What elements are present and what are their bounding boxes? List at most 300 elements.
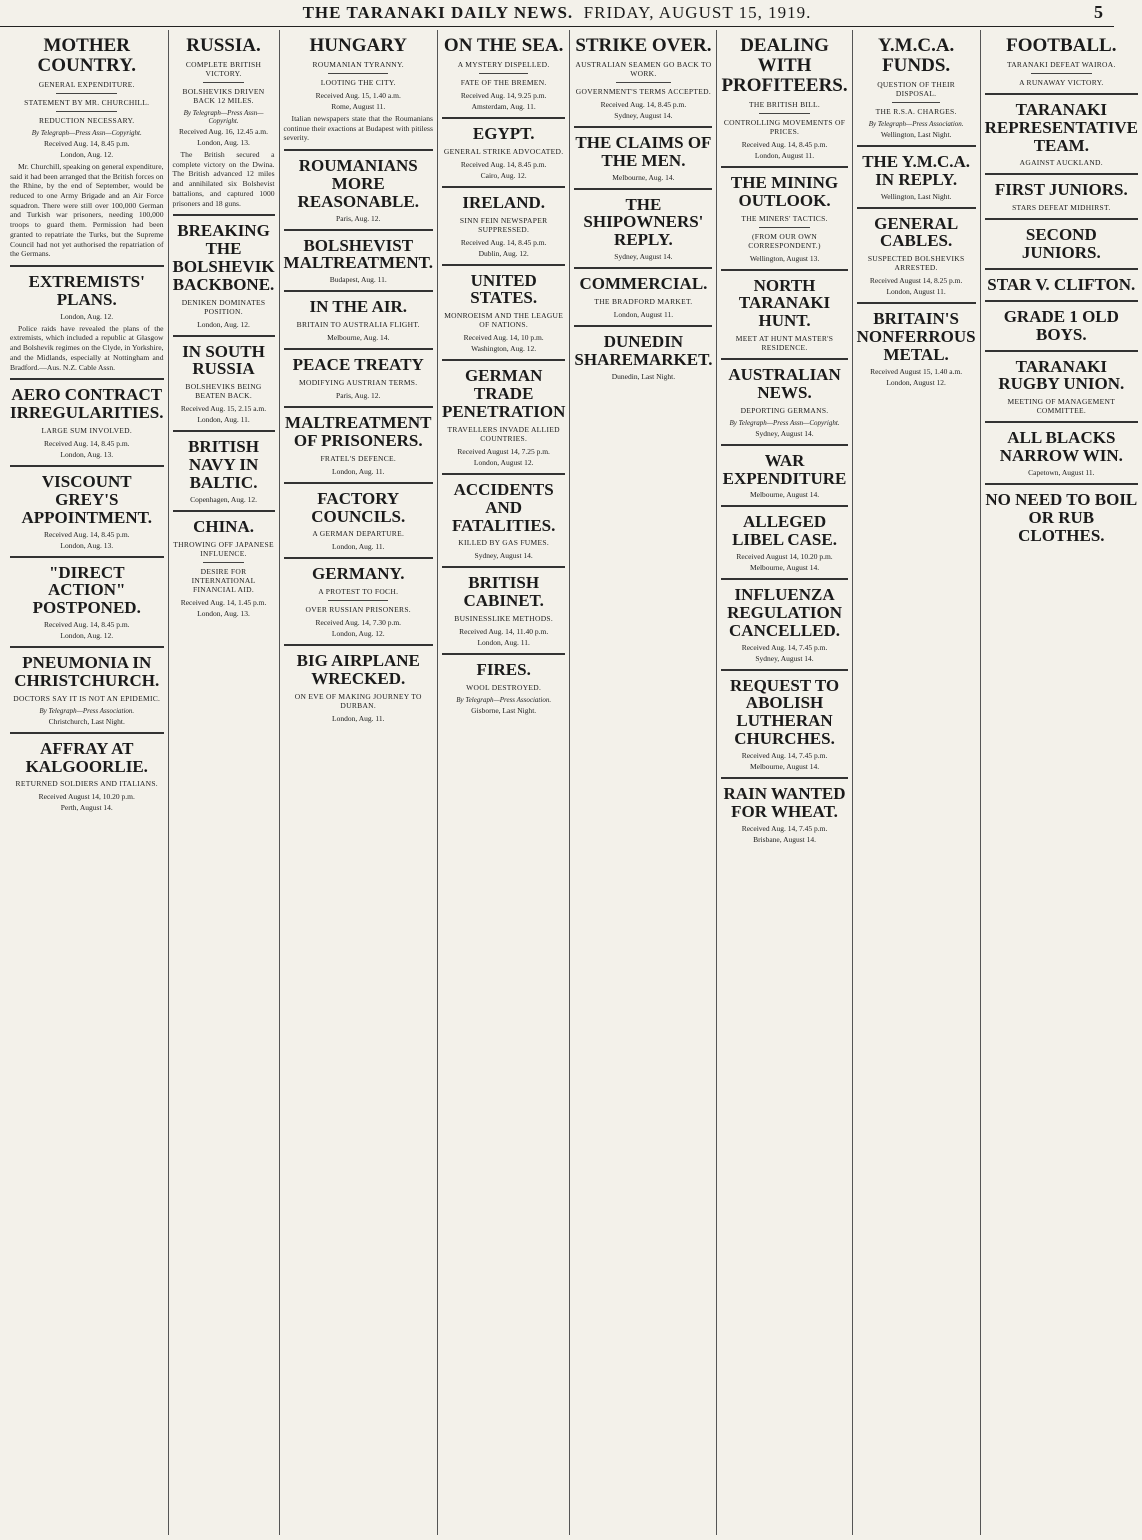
received-time: Received August 14, 10.20 p.m. xyxy=(38,792,135,802)
article-divider xyxy=(985,350,1138,352)
article-divider xyxy=(721,358,847,360)
dateline: Christchurch, Last Night. xyxy=(48,716,125,726)
article-headline: THE SHIPOWNERS' REPLY. xyxy=(583,194,704,250)
article xyxy=(442,264,565,354)
article-subhead: MONROEISM AND THE LEAGUE OF NATIONS. xyxy=(444,311,564,330)
dateline: Perth, August 14. xyxy=(60,803,113,813)
article-headline: THE CLAIMS OF THE MEN. xyxy=(575,132,712,170)
article-headline: RUSSIA. xyxy=(186,35,261,56)
article-divider xyxy=(857,145,976,147)
received-time: Received August 14, 10.20 p.m. xyxy=(736,552,833,562)
received-time: Received Aug. 14, 11.40 p.m. xyxy=(459,627,549,637)
article-subhead: BOLSHEVIKS DRIVEN BACK 12 MILES. xyxy=(182,86,265,105)
article-headline: ALLEGED LIBEL CASE. xyxy=(732,512,837,550)
article-subhead: A GERMAN DEPARTURE. xyxy=(312,529,405,539)
article-divider xyxy=(284,406,433,408)
dateline: Dunedin, Last Night. xyxy=(611,371,676,381)
article-headline: REQUEST TO ABOLISH LUTHERAN CHURCHES. xyxy=(729,675,840,749)
dateline: Budapest, Aug. 11. xyxy=(329,275,387,285)
article-subhead: AUSTRALIAN SEAMEN GO BACK TO WORK. xyxy=(575,59,712,78)
dateline: Melbourne, August 14. xyxy=(749,490,820,500)
article-subhead: THROWING OFF JAPANESE INFLUENCE. xyxy=(173,539,274,558)
article xyxy=(10,465,164,550)
dateline: Melbourne, August 14. xyxy=(749,762,820,771)
article-body: The British secured a complete victory on the Dwina. The British advanced 12 miles and annihilated six Bolshevist battalions, and captured 1000 prisoners and 18 guns. xyxy=(172,149,275,208)
dateline: London, August 11. xyxy=(754,150,815,160)
article-headline: ON THE SEA. xyxy=(443,35,564,56)
subhead-rule xyxy=(56,111,117,112)
dateline: London, Aug. 13. xyxy=(60,540,114,550)
dateline: London, Aug. 11. xyxy=(332,542,385,552)
subhead-rule xyxy=(892,102,940,103)
telegraph-credit: By Telegraph—Press Association. xyxy=(456,695,552,704)
subhead-rule xyxy=(759,227,809,228)
dateline: Melbourne, Aug. 14. xyxy=(327,333,390,343)
received-time: Received Aug. 14, 8.45 p.m. xyxy=(600,99,687,109)
article-body: Italian newspapers state that the Roumanians continue their exactions at Budapest with pitiless severity. xyxy=(283,113,433,143)
article-subhead: GENERAL EXPENDITURE. xyxy=(38,79,135,89)
dateline: Paris, Aug. 12. xyxy=(336,391,381,400)
article-headline: STAR V. CLIFTON. xyxy=(987,275,1136,294)
article-divider xyxy=(284,348,433,350)
article-headline: EXTREMISTS' PLANS. xyxy=(28,272,145,309)
article-divider xyxy=(442,264,565,266)
article xyxy=(985,300,1138,344)
article-headline: BIG AIRPLANE WRECKED. xyxy=(296,651,420,689)
article xyxy=(10,36,164,259)
article-subhead: AGAINST AUCKLAND. xyxy=(1019,158,1103,168)
article xyxy=(10,732,164,813)
article-divider xyxy=(985,483,1138,485)
dateline: Washington, Aug. 12. xyxy=(471,344,537,354)
article-subhead: MEETING OF MANAGEMENT COMMITTEE. xyxy=(1007,397,1116,416)
article-subhead: SUSPECTED BOLSHEVIKS ARRESTED. xyxy=(867,254,965,273)
article-divider xyxy=(10,646,164,648)
article-headline: IN SOUTH RUSSIA xyxy=(182,341,265,379)
article-divider xyxy=(10,378,164,380)
article-subhead: THE BRADFORD MARKET. xyxy=(594,297,693,306)
article-body: Police raids have revealed the plans of the extremists, which included a republic at Glasgow and Bolshevik regimes on the Clyde, in Yorkshire, and the Midlands, especially at Nottingham and Bradford.—Aus. N.Z. Cable Assn. xyxy=(10,323,164,372)
dateline: London, Aug. 13. xyxy=(197,608,250,618)
article-divider xyxy=(173,430,275,432)
article xyxy=(284,149,433,223)
article-subhead: GENERAL STRIKE ADVOCATED. xyxy=(443,146,564,156)
article-divider xyxy=(721,166,847,168)
article xyxy=(857,302,976,387)
article xyxy=(442,36,565,111)
article xyxy=(10,378,164,459)
dateline: Capetown, August 11. xyxy=(1028,467,1095,477)
dateline: Sydney, August 14. xyxy=(755,653,814,663)
received-time: Received Aug. 14, 8.45 p.m. xyxy=(43,439,130,449)
article-headline: GRADE 1 OLD BOYS. xyxy=(1003,306,1119,344)
article-subhead: OVER RUSSIAN PRISONERS. xyxy=(305,605,411,615)
article-divider xyxy=(985,268,1138,270)
subhead-rule xyxy=(203,562,244,563)
article-divider xyxy=(284,229,433,231)
page-number: 5 xyxy=(1094,2,1104,22)
article-divider xyxy=(442,359,565,361)
received-time: Received August 15, 1.40 a.m. xyxy=(870,366,963,376)
article-subhead: CONTROLLING MOVEMENTS OF PRICES. xyxy=(723,117,846,136)
dateline: London, Aug. 12. xyxy=(60,311,114,321)
article xyxy=(721,36,847,160)
article xyxy=(985,421,1138,477)
article-subhead: A MYSTERY DISPELLED. xyxy=(457,59,550,69)
article xyxy=(721,166,847,263)
article-divider xyxy=(173,335,275,337)
dateline: London, Aug. 11. xyxy=(332,466,385,476)
article-divider xyxy=(442,653,565,655)
subhead-rule xyxy=(328,600,388,601)
article-divider xyxy=(10,265,164,267)
article-headline: BOLSHEVIST MALTREATMENT. xyxy=(283,235,433,273)
article-divider xyxy=(173,510,275,512)
article-subhead: BOLSHEVIKS BEING BEATEN BACK. xyxy=(185,382,262,401)
article-headline: FIRST JUNIORS. xyxy=(994,180,1128,200)
article xyxy=(442,359,565,467)
telegraph-credit: By Telegraph—Press Association. xyxy=(39,706,135,715)
article-headline: HUNGARY xyxy=(309,35,407,56)
article-subhead: THE BRITISH BILL. xyxy=(748,99,821,109)
subhead-rule xyxy=(328,73,388,74)
article-subhead: DENIKEN DOMINATES POSITION. xyxy=(181,297,266,316)
received-time: Received August 14, 8.25 p.m. xyxy=(869,276,963,286)
subhead-rule xyxy=(479,73,528,74)
dateline: London, Aug. 12. xyxy=(331,629,385,639)
article-headline: WAR EXPENDITURE xyxy=(722,450,847,488)
dateline: Melbourne, Aug. 14. xyxy=(612,172,675,182)
article-divider xyxy=(284,644,433,646)
dateline: Gisborne, Last Night. xyxy=(471,705,537,715)
article-divider xyxy=(857,302,976,304)
article-headline: ACCIDENTS AND FATALITIES. xyxy=(451,479,556,535)
dateline: Wellington, Last Night. xyxy=(880,191,952,201)
received-time: Received Aug. 15, 2.15 a.m. xyxy=(180,404,267,414)
article xyxy=(985,36,1138,87)
article-subhead: DOCTORS SAY IT IS NOT AN EPIDEMIC. xyxy=(13,693,161,703)
article-divider xyxy=(721,444,847,446)
received-time: Received Aug. 16, 12.45 a.m. xyxy=(179,126,268,136)
article-divider xyxy=(284,482,433,484)
dateline: Copenhagen, Aug. 12. xyxy=(190,494,257,504)
received-time: Received Aug. 14, 7.30 p.m. xyxy=(315,618,402,628)
received-time: Received Aug. 14, 8.45 p.m. xyxy=(460,237,547,247)
article xyxy=(442,473,565,561)
article-headline: RAIN WANTED FOR WHEAT. xyxy=(723,784,846,821)
article-subhead: COMPLETE BRITISH VICTORY. xyxy=(185,59,262,78)
subhead-rule xyxy=(203,82,244,83)
article xyxy=(284,290,433,342)
dateline: Sydney, August 14. xyxy=(614,252,673,262)
dateline: Wellington, Last Night. xyxy=(880,129,952,139)
received-time: Received Aug. 14, 10 p.m. xyxy=(463,333,544,343)
dateline: Dublin, Aug. 12. xyxy=(478,248,529,258)
dateline: London, August 11. xyxy=(886,287,946,297)
telegraph-credit: By Telegraph—Press Association. xyxy=(868,119,964,128)
article-subhead: A PROTEST TO FOCH. xyxy=(318,587,399,597)
article-divider xyxy=(985,93,1138,95)
article xyxy=(857,145,976,201)
dateline: London, Aug. 12. xyxy=(197,319,250,329)
article-subhead: MEET AT HUNT MASTER'S RESIDENCE. xyxy=(735,334,834,353)
article-subhead: ROUMANIAN TYRANNY. xyxy=(312,59,404,69)
article-subhead: ON EVE OF MAKING JOURNEY TO DURBAN. xyxy=(294,691,422,710)
article-headline: UNITED STATES. xyxy=(470,270,538,308)
article-subhead: MODIFYING AUSTRIAN TERMS. xyxy=(299,378,418,387)
article xyxy=(284,229,433,285)
article xyxy=(173,510,275,618)
subhead-rule xyxy=(56,93,117,94)
dateline: London, Aug. 13. xyxy=(197,137,250,147)
article-divider xyxy=(10,465,164,467)
article xyxy=(284,348,433,400)
dateline: London, August 12. xyxy=(886,377,946,387)
article-subhead: SINN FEIN NEWSPAPER SUPPRESSED. xyxy=(459,215,548,234)
article-divider xyxy=(721,269,847,271)
article xyxy=(173,36,275,208)
dateline: Amsterdam, Aug. 11. xyxy=(471,101,536,111)
dateline: Sydney, August 14. xyxy=(755,428,814,438)
article-headline: DEALING WITH PROFITEERS. xyxy=(721,35,848,96)
columns-container xyxy=(6,30,1138,1535)
article-subhead: BRITAIN TO AUSTRALIA FLIGHT. xyxy=(296,320,420,330)
article xyxy=(721,444,847,500)
article xyxy=(985,93,1138,168)
telegraph-credit: By Telegraph—Press Assn—Copyright. xyxy=(729,418,840,427)
article xyxy=(985,350,1138,416)
column-8 xyxy=(981,30,1142,1535)
dateline: Rome, August 11. xyxy=(331,101,386,111)
received-time: Received Aug. 14, 8.45 p.m. xyxy=(43,620,130,630)
article-headline: GENERAL CABLES. xyxy=(874,213,959,251)
subhead-rule xyxy=(616,82,671,83)
dateline: London, Aug. 11. xyxy=(332,713,385,723)
received-time: Received Aug. 14, 8.45 p.m. xyxy=(43,529,130,539)
article-divider xyxy=(985,173,1138,175)
article-divider xyxy=(721,578,847,580)
article xyxy=(985,268,1138,294)
article-divider xyxy=(574,325,712,327)
article-headline: IN THE AIR. xyxy=(309,297,407,317)
article-divider xyxy=(721,777,847,779)
article-headline: NORTH TARANAKI HUNT. xyxy=(738,275,831,331)
article xyxy=(857,207,976,297)
article-headline: VISCOUNT GREY'S APPOINTMENT. xyxy=(21,472,152,527)
dateline: Brisbane, August 14. xyxy=(753,834,816,844)
article-headline: INFLUENZA REGULATION CANCELLED. xyxy=(727,585,842,640)
article-divider xyxy=(721,669,847,671)
article xyxy=(284,36,433,143)
article-subhead: STARS DEFEAT MIDHIRST. xyxy=(1012,203,1111,213)
received-time: Received Aug. 15, 1.40 a.m. xyxy=(315,90,401,100)
article-headline: GERMAN TRADE PENETRATION xyxy=(441,366,566,421)
article-headline: AFFRAY AT KALGOORLIE. xyxy=(25,738,148,776)
article-subhead: THE R.S.A. CHARGES. xyxy=(875,106,957,116)
article-headline: PEACE TREATY xyxy=(292,355,424,375)
article-headline: BRITAIN'S NONFERROUS METAL. xyxy=(856,309,976,364)
article-headline: SECOND JUNIORS. xyxy=(1021,225,1101,263)
article-headline: TARANAKI RUGBY UNION. xyxy=(998,356,1125,394)
dateline: London, Aug. 12. xyxy=(60,149,114,159)
article-subhead: LOOTING THE CITY. xyxy=(320,77,396,87)
article-subhead: FRATEL'S DEFENCE. xyxy=(320,453,397,463)
article xyxy=(442,653,565,715)
article-subhead: WOOL DESTROYED. xyxy=(466,682,542,692)
article-headline: Y.M.C.A. FUNDS. xyxy=(877,35,955,76)
article-divider xyxy=(985,300,1138,302)
article-headline: NO NEED TO BOIL OR RUB CLOTHES. xyxy=(985,489,1138,545)
article-divider xyxy=(574,188,712,190)
article xyxy=(10,646,164,726)
article xyxy=(721,669,847,771)
dateline: Cairo, Aug. 12. xyxy=(480,170,527,180)
article-headline: CHINA. xyxy=(193,516,254,536)
article xyxy=(985,218,1138,262)
dateline: London, August 12. xyxy=(473,457,534,467)
article-subhead: TRAVELLERS INVADE ALLIED COUNTRIES. xyxy=(447,424,560,443)
received-time: Received Aug. 14, 8.45 p.m. xyxy=(43,138,130,148)
article xyxy=(721,358,847,438)
article-headline: STRIKE OVER. xyxy=(575,35,712,56)
article-subhead: LARGE SUM INVOLVED. xyxy=(41,426,133,436)
article-subhead: STATEMENT BY MR. CHURCHILL. xyxy=(24,97,150,107)
article-divider xyxy=(284,557,433,559)
dateline: London, Aug. 13. xyxy=(60,450,114,460)
article-headline: AUSTRALIAN NEWS. xyxy=(728,365,841,402)
dateline: Paris, Aug. 12. xyxy=(336,213,381,223)
dateline: London, August 11. xyxy=(613,310,674,319)
column-5 xyxy=(570,30,717,1535)
article xyxy=(284,644,433,723)
article-headline: BRITISH CABINET. xyxy=(463,573,544,611)
article-subhead: (FROM OUR OWN CORRESPONDENT.) xyxy=(748,231,821,250)
article-divider xyxy=(10,556,164,558)
received-time: Received August 14, 7.25 p.m. xyxy=(457,446,550,456)
article-subhead: KILLED BY GAS FUMES. xyxy=(458,538,550,548)
article-subhead: RETURNED SOLDIERS AND ITALIANS. xyxy=(15,779,158,789)
article-divider xyxy=(442,473,565,475)
article-headline: FIRES. xyxy=(476,660,531,680)
article xyxy=(985,483,1138,545)
article-subhead: GOVERNMENT'S TERMS ACCEPTED. xyxy=(575,86,712,96)
column-7 xyxy=(853,30,981,1535)
article-headline: ROUMANIANS MORE REASONABLE. xyxy=(297,156,419,211)
article xyxy=(284,482,433,552)
article-divider xyxy=(574,126,712,128)
article-body: Mr. Churchill, speaking on general expenditure, said it had been arranged that the British forces on the Rhine, by the end of September, would be reduced to one Army Brigade and an Air Force squadron. There were still over 100,000 German and Turkish war prisoners, needing 100,000 troops to guard them. Permission had been granted to repatriate the Turks, but the Supreme Council had not yet authorised the repatriation of the Germans. xyxy=(10,161,164,259)
article xyxy=(173,430,275,504)
article-divider xyxy=(284,290,433,292)
article-headline: BRITISH NAVY IN BALTIC. xyxy=(188,437,259,492)
article xyxy=(173,214,275,328)
article-headline: THE MINING OUTLOOK. xyxy=(730,172,839,210)
article-subhead: DESIRE FOR INTERNATIONAL FINANCIAL AID. xyxy=(191,566,256,594)
article-divider xyxy=(284,149,433,151)
column-3 xyxy=(280,30,438,1535)
article-divider xyxy=(442,186,565,188)
article xyxy=(721,505,847,572)
article-headline: COMMERCIAL. xyxy=(579,274,708,294)
article-subhead: FATE OF THE BREMEN. xyxy=(460,77,547,87)
dateline: London, Aug. 11. xyxy=(197,415,250,425)
article-divider xyxy=(173,214,275,216)
article-headline: MOTHER COUNTRY. xyxy=(37,35,136,76)
received-time: Received Aug. 14, 7.45 p.m. xyxy=(741,823,828,833)
article-subhead: THE MINERS' TACTICS. xyxy=(741,213,828,223)
article-divider xyxy=(574,267,712,269)
article-subhead: REDUCTION NECESSARY. xyxy=(39,115,135,125)
article-subhead: A RUNAWAY VICTORY. xyxy=(1019,77,1104,87)
dateline: London, Aug. 11. xyxy=(477,638,530,648)
received-time: Received Aug. 14, 8.45 p.m. xyxy=(460,159,547,169)
masthead xyxy=(0,0,1114,27)
article xyxy=(284,406,433,476)
article-headline: FOOTBALL. xyxy=(1006,35,1117,56)
telegraph-credit: By Telegraph—Press Assn—Copyright. xyxy=(31,128,142,137)
subhead-rule xyxy=(1031,73,1092,74)
article xyxy=(284,557,433,638)
received-time: Received Aug. 14, 7.45 p.m. xyxy=(741,751,828,760)
article-divider xyxy=(721,505,847,507)
article-divider xyxy=(857,207,976,209)
received-time: Received Aug. 14, 8.45 p.m. xyxy=(741,139,828,149)
article xyxy=(857,36,976,139)
article xyxy=(721,269,847,353)
dateline: Sydney, August 14. xyxy=(474,551,533,561)
article-divider xyxy=(442,566,565,568)
article-subhead: QUESTION OF THEIR DISPOSAL. xyxy=(877,79,956,98)
newspaper-title: THE TARANAKI DAILY NEWS. xyxy=(302,3,574,22)
article-divider xyxy=(985,218,1138,220)
article xyxy=(721,578,847,663)
article xyxy=(442,186,565,258)
article xyxy=(574,188,712,262)
article xyxy=(10,556,164,641)
article xyxy=(574,126,712,182)
article-headline: TARANAKI REPRESENTATIVE TEAM. xyxy=(984,99,1138,155)
article xyxy=(574,325,712,381)
article xyxy=(173,335,275,425)
column-1 xyxy=(6,30,169,1535)
article-headline: MALTREATMENT OF PRISONERS. xyxy=(285,413,432,450)
article-headline: "DIRECT ACTION" POSTPONED. xyxy=(32,562,141,618)
article-subhead: TARANAKI DEFEAT WAIROA. xyxy=(1006,59,1116,69)
article-headline: FACTORY COUNCILS. xyxy=(311,488,406,526)
subhead-rule xyxy=(759,113,809,114)
article-headline: IRELAND. xyxy=(462,192,545,212)
received-time: Received Aug. 14, 9.25 p.m. xyxy=(460,90,547,100)
column-6 xyxy=(717,30,852,1535)
article-subhead: BUSINESSLIKE METHODS. xyxy=(454,614,554,624)
column-4 xyxy=(438,30,570,1535)
article-headline: BREAKING THE BOLSHEVIK BACKBONE. xyxy=(172,221,275,294)
received-time: Received Aug. 14, 7.45 p.m. xyxy=(741,642,828,652)
issue-date: FRIDAY, AUGUST 15, 1919. xyxy=(583,3,812,22)
article xyxy=(985,173,1138,212)
article-headline: PNEUMONIA IN CHRISTCHURCH. xyxy=(14,653,160,690)
article-headline: AERO CONTRACT IRREGULARITIES. xyxy=(10,385,164,423)
dateline: Wellington, August 13. xyxy=(749,253,820,263)
dateline: London, Aug. 12. xyxy=(60,631,114,641)
dateline: Melbourne, August 14. xyxy=(749,563,820,573)
received-time: Received Aug. 14, 1.45 p.m. xyxy=(180,597,267,607)
article-divider xyxy=(10,732,164,734)
article-headline: DUNEDIN SHAREMARKET. xyxy=(574,332,713,369)
article-headline: EGYPT. xyxy=(472,123,535,143)
article xyxy=(574,267,712,319)
article-subhead: DEPORTING GERMANS. xyxy=(740,405,829,415)
